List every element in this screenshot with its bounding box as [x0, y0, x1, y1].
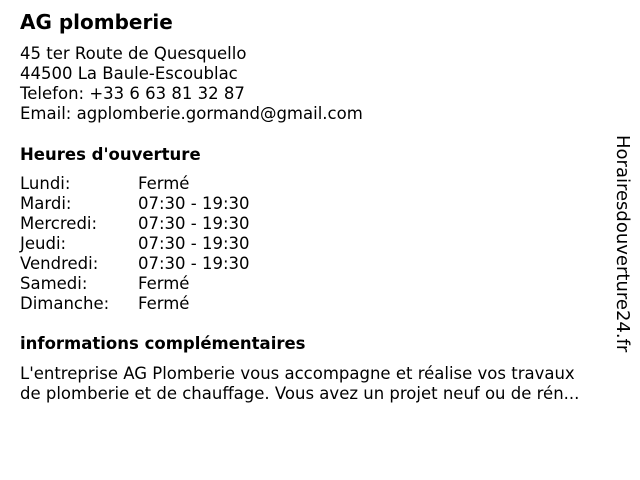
day-hours: 07:30 - 19:30 [138, 234, 250, 253]
hours-row-wednesday [20, 214, 320, 234]
contact-block [20, 44, 363, 124]
day-hours: Fermé [138, 274, 190, 293]
hours-row-saturday [20, 274, 320, 294]
hours-row-friday [20, 254, 320, 274]
site-watermark: Horairesdouverture24.fr [612, 135, 633, 353]
day-label: Samedi: [20, 274, 88, 293]
address-street: 45 ter Route de Quesquello [20, 44, 247, 63]
day-hours: 07:30 - 19:30 [138, 214, 250, 233]
day-hours: Fermé [138, 294, 190, 313]
hours-row-monday [20, 174, 320, 194]
hours-row-tuesday [20, 194, 320, 214]
phone-number: Telefon: +33 6 63 81 32 87 [20, 84, 245, 103]
day-hours: Fermé [138, 174, 190, 193]
description-line-1: L'entreprise AG Plomberie vous accompagne et réalise vos travaux [20, 364, 575, 383]
day-label: Vendredi: [20, 254, 99, 273]
day-hours: 07:30 - 19:30 [138, 194, 250, 213]
address-city: 44500 La Baule-Escoublac [20, 64, 238, 83]
opening-hours-heading: Heures d'ouverture [20, 145, 201, 164]
day-label: Mercredi: [20, 214, 98, 233]
day-label: Mardi: [20, 194, 72, 213]
business-name: AG plomberie [20, 10, 173, 34]
day-hours: 07:30 - 19:30 [138, 254, 250, 273]
day-label: Dimanche: [20, 294, 110, 313]
email-address: Email: agplomberie.gormand@gmail.com [20, 104, 363, 123]
day-label: Jeudi: [20, 234, 67, 253]
business-description [20, 364, 620, 404]
hours-row-thursday [20, 234, 320, 254]
description-line-2: de plomberie et de chauffage. Vous avez un projet neuf ou de rén... [20, 384, 580, 403]
opening-hours-table [20, 174, 320, 314]
day-label: Lundi: [20, 174, 71, 193]
additional-info-heading: informations complémentaires [20, 334, 306, 353]
hours-row-sunday [20, 294, 320, 314]
